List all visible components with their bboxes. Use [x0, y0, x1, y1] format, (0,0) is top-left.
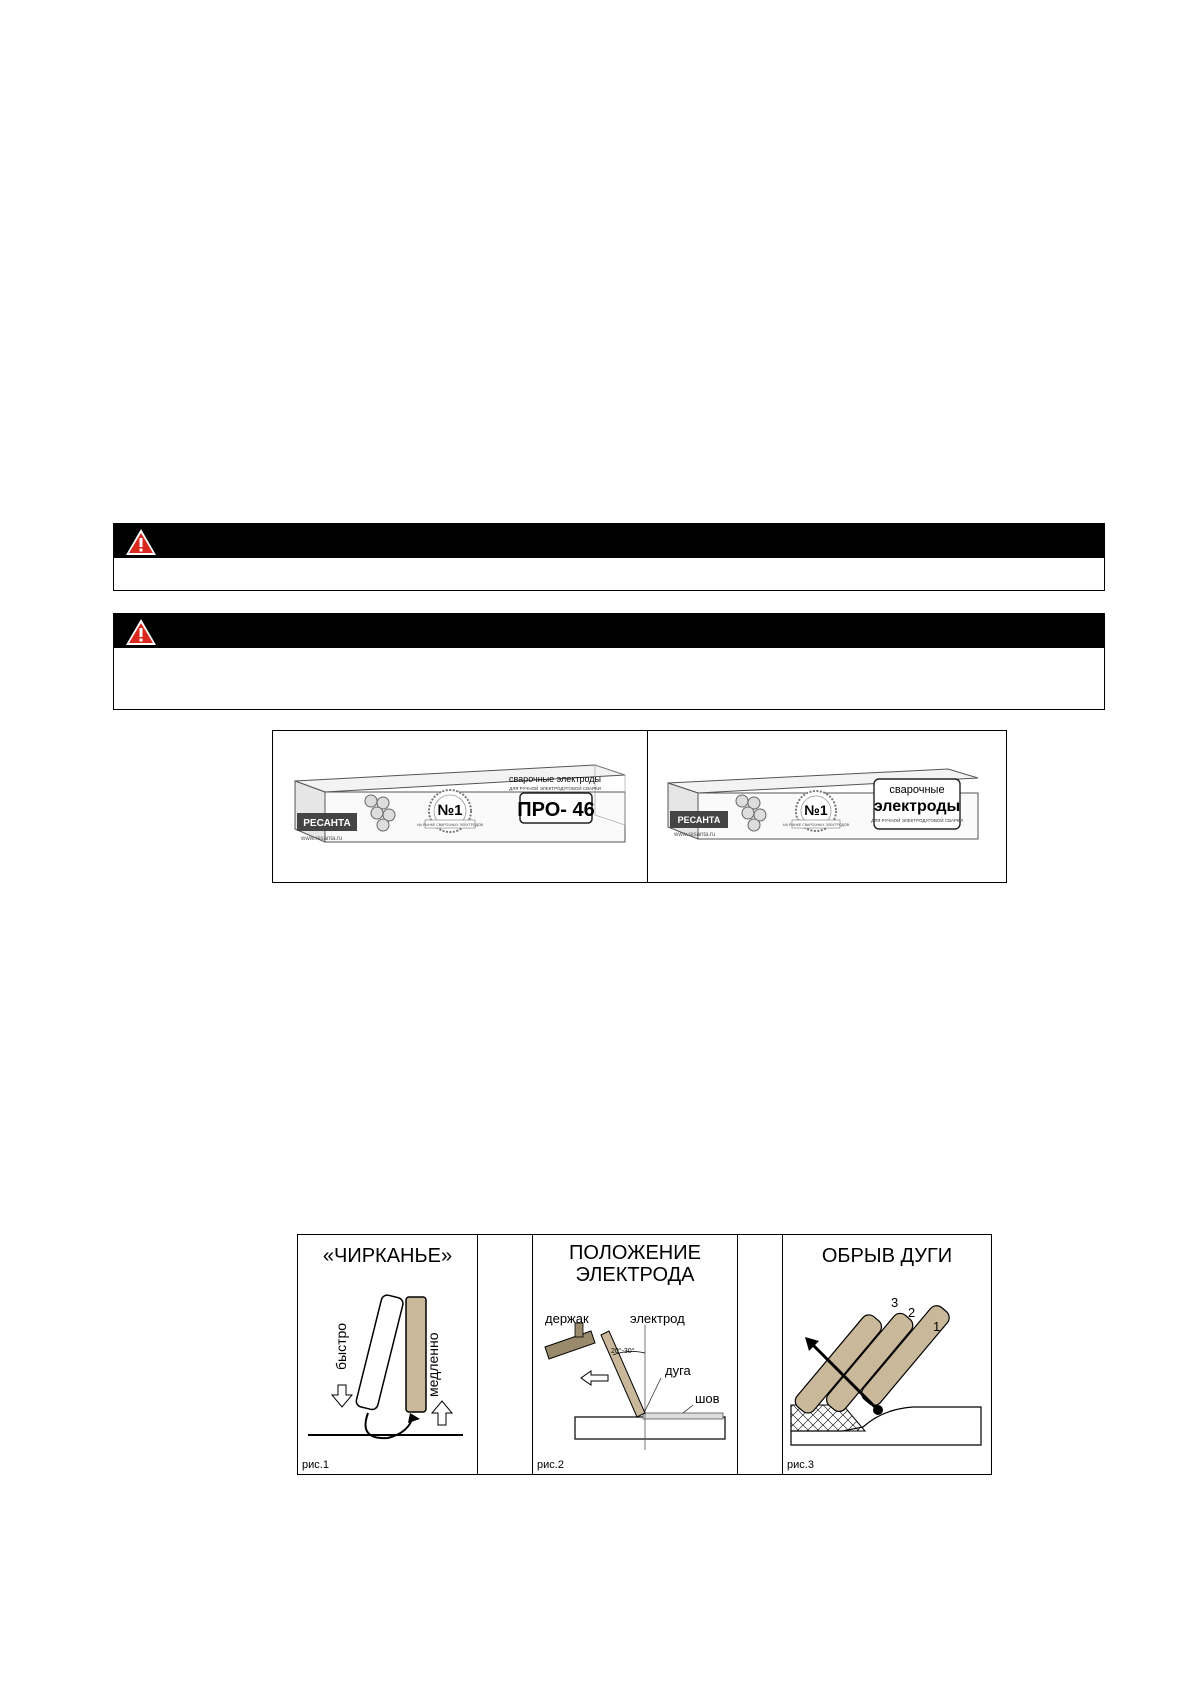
label-top: сварочные электроды	[509, 774, 601, 784]
warning-header-bar	[114, 614, 1104, 648]
fast-label: быстро	[333, 1322, 349, 1370]
figure-2-caption: рис.2	[537, 1459, 564, 1471]
label-main: ПРО- 46	[517, 799, 595, 821]
brand-label: РЕСАНТА	[677, 815, 721, 825]
figure-3-panel	[783, 1235, 991, 1474]
electrode-1-label: 1	[933, 1319, 941, 1334]
product-image-electrodes	[647, 730, 1007, 883]
electrode-package-illustration	[648, 731, 1006, 882]
welding-technique-figures	[297, 1234, 992, 1475]
holder-label: держак	[545, 1311, 589, 1326]
electrode-2-label: 2	[908, 1305, 916, 1320]
badge-no1: №1	[437, 802, 463, 819]
figure-3-title: ОБРЫВ ДУГИ	[821, 1245, 953, 1267]
product-image-pro46	[272, 730, 648, 883]
angle-label: 20°-30°	[611, 1348, 635, 1355]
label-sub: ДЛЯ РУЧНОЙ ЭЛЕКТРОДУГОВОЙ СВАРКИ	[509, 786, 601, 791]
site-label: www.resanta.ru	[674, 832, 716, 838]
electrode-package-illustration	[273, 731, 647, 882]
figure-2-title-line2: ЭЛЕКТРОДА	[575, 1264, 695, 1286]
badge-no1: №1	[804, 802, 828, 818]
figure-2-title-line1: ПОЛОЖЕНИЕ	[569, 1242, 701, 1264]
badge-sub: НА РЫНКЕ СВАРОЧНЫХ ЭЛЕКТРОДОВ	[417, 823, 483, 827]
arc-label: дуга	[665, 1363, 691, 1378]
striking-method-diagram	[298, 1235, 476, 1474]
warning-box-1	[113, 523, 1105, 591]
slow-label: медленно	[425, 1332, 441, 1397]
electrode-position-diagram	[533, 1235, 736, 1474]
brand-label: РЕСАНТА	[303, 818, 351, 829]
warning-header-bar	[114, 524, 1104, 558]
arc-break-diagram	[783, 1235, 991, 1474]
figure-1-caption: рис.1	[302, 1459, 329, 1471]
electrode-label: электрод	[630, 1311, 685, 1326]
figure-1-panel	[298, 1235, 478, 1474]
label-main: электроды	[873, 798, 961, 815]
electrode-3-label: 3	[891, 1295, 899, 1310]
figure-2-panel	[533, 1235, 738, 1474]
figure-3-caption: рис.3	[787, 1459, 814, 1471]
warning-box-2	[113, 613, 1105, 710]
figure-1-title: «ЧИРКАНЬЕ»	[322, 1245, 453, 1267]
badge-sub: НА РЫНКЕ СВАРОЧНЫХ ЭЛЕКТРОДОВ	[783, 823, 849, 827]
site-label: www.resanta.ru	[301, 836, 343, 842]
warning-triangle-icon	[124, 527, 158, 557]
warning-triangle-icon	[124, 617, 158, 647]
figure-spacer	[738, 1235, 783, 1474]
seam-label: шов	[695, 1391, 720, 1406]
label-sub: ДЛЯ РУЧНОЙ ЭЛЕКТРОДУГОВОЙ СВАРКИ	[871, 818, 963, 823]
figure-spacer	[478, 1235, 533, 1474]
label-top: сварочные	[889, 784, 945, 796]
